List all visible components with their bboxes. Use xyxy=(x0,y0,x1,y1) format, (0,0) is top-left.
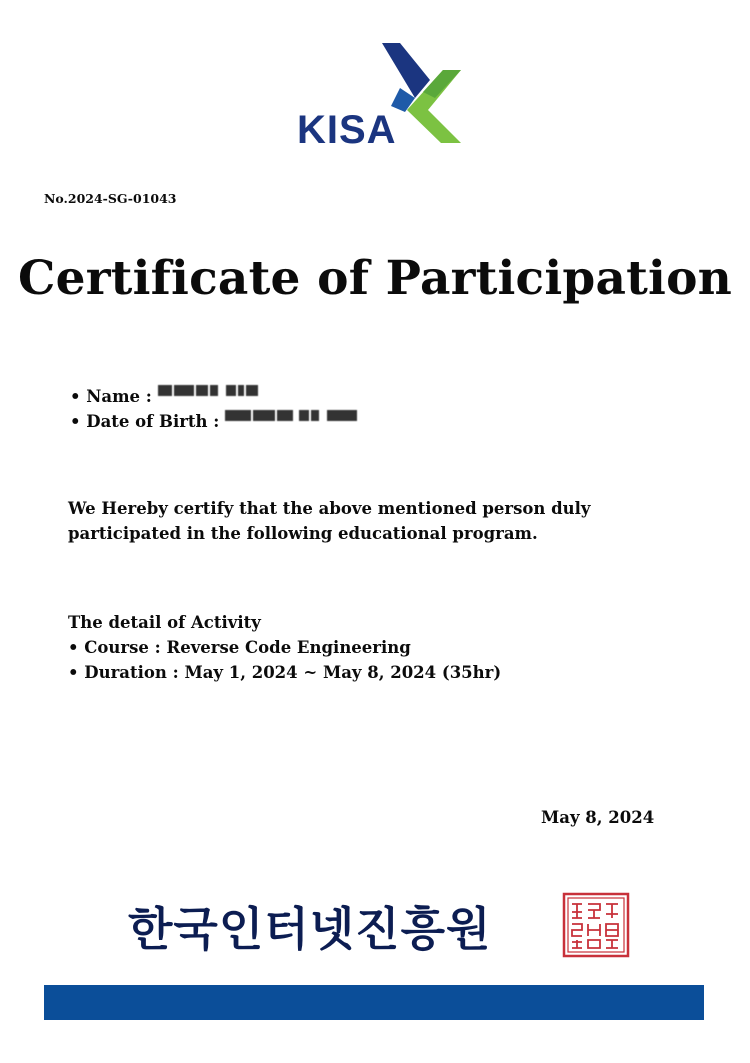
kisa-logo-text: KISA xyxy=(297,108,397,150)
duration-label: Duration : xyxy=(84,663,179,682)
name-redacted xyxy=(158,385,260,396)
kisa-logo xyxy=(295,40,465,150)
birth-redacted xyxy=(225,410,359,421)
duration-row: • Duration : May 1, 2024 ~ May 8, 2024 (35hr) xyxy=(68,663,502,682)
red-seal-icon xyxy=(562,892,630,958)
course-value: Reverse Code Engineering xyxy=(166,638,411,657)
issue-date: May 8, 2024 xyxy=(541,808,655,827)
birth-label: Date of Birth : xyxy=(86,412,220,431)
certificate-number: No.2024-SG-01043 xyxy=(44,191,177,206)
kisa-chevron-logo-icon xyxy=(295,40,465,150)
course-label: Course : xyxy=(84,638,161,657)
name-row: • Name : xyxy=(70,384,359,409)
name-label: Name : xyxy=(86,387,152,406)
official-seal xyxy=(562,892,630,958)
participant-info xyxy=(70,384,359,434)
organization-name: 한국인터넷진흥원 xyxy=(128,902,492,956)
activity-detail xyxy=(68,610,501,685)
footer-bar xyxy=(44,985,704,1020)
duration-value: May 1, 2024 ~ May 8, 2024 (35hr) xyxy=(184,663,502,682)
course-row: • Course : Reverse Code Engineering xyxy=(68,638,411,657)
detail-heading: The detail of Activity xyxy=(68,613,261,632)
birth-row: • Date of Birth : xyxy=(70,409,359,434)
page-title: Certificate of Participation xyxy=(17,251,733,306)
certification-statement: We Hereby certify that the above mentioned person duly participated in the following educational program. xyxy=(68,499,591,543)
